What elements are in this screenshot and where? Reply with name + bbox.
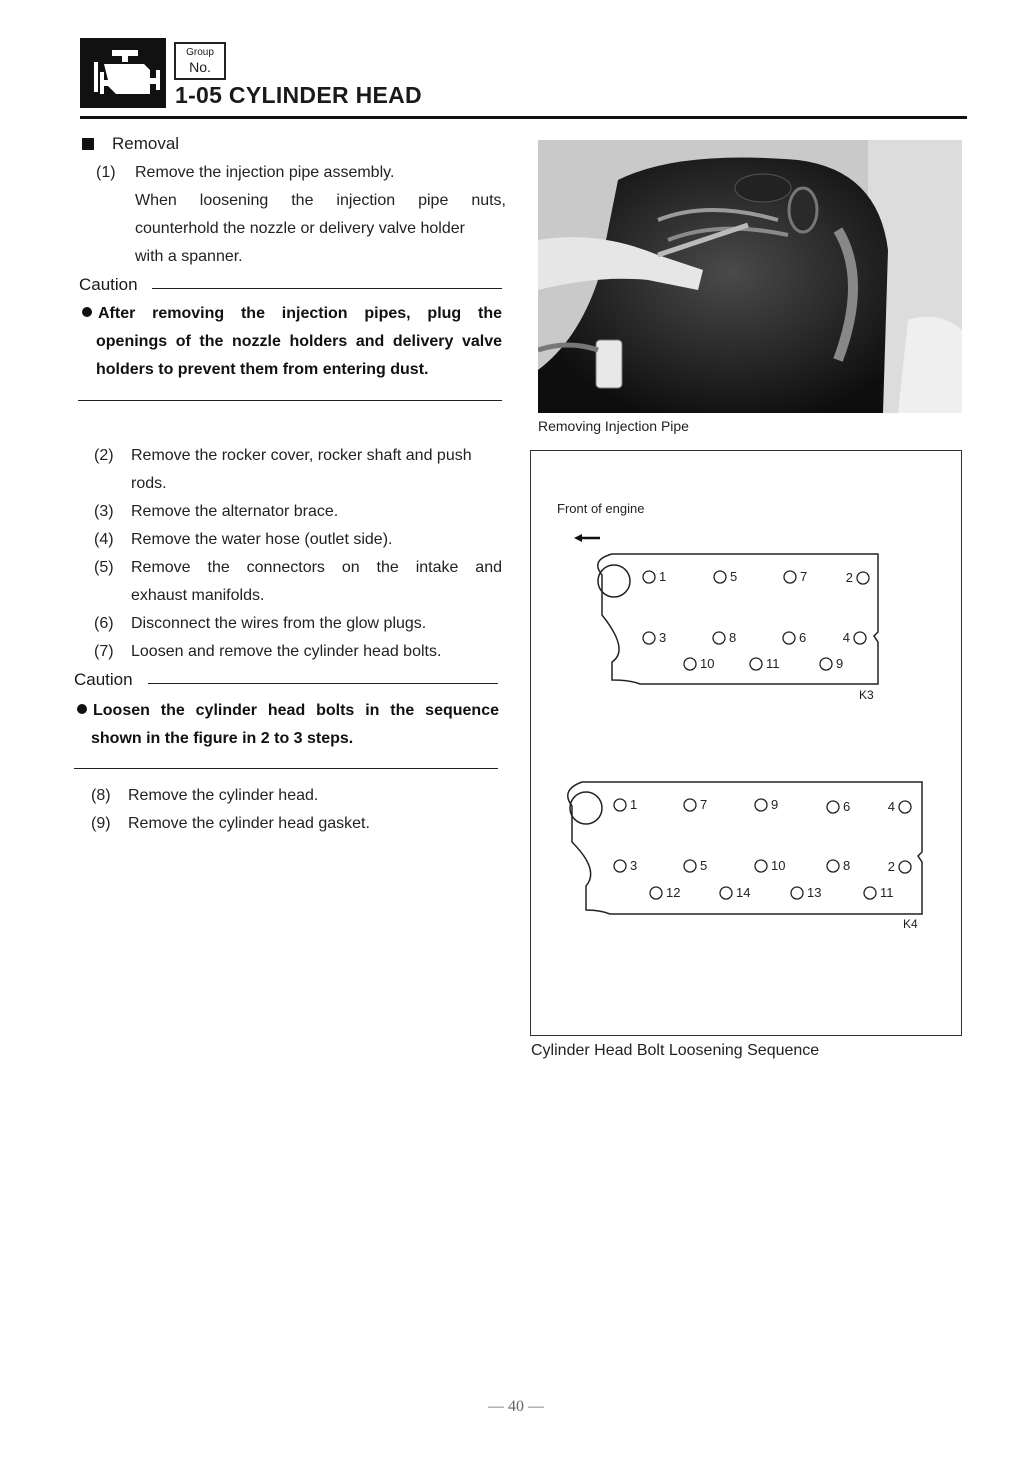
injection-pipe-photo	[538, 140, 962, 413]
k4-label: K4	[903, 917, 918, 931]
step-item	[94, 554, 502, 610]
bolt-circle	[684, 860, 696, 872]
step-item	[91, 810, 499, 838]
bolt-circle	[650, 887, 662, 899]
bolt-number: 7	[800, 569, 808, 584]
step-line: Remove the cylinder head.	[128, 787, 319, 804]
step-line: counterhold the nozzle or delivery valve holder	[135, 220, 465, 237]
bolt-number: 4	[887, 799, 895, 814]
bolt-number: 5	[700, 858, 708, 873]
caution-line: openings of the nozzle holders and delivery valve	[96, 333, 502, 350]
bolt-number: 4	[842, 630, 850, 645]
bolt-circle	[827, 860, 839, 872]
step-line: When loosening the injection pipe nuts,	[135, 192, 506, 209]
bolt-number: 5	[730, 569, 738, 584]
caution-line: Loosen the cylinder head bolts in the sequence	[93, 702, 499, 719]
bolt-number: 10	[700, 656, 715, 671]
caution-rule	[152, 288, 502, 289]
bolt-circle	[783, 632, 795, 644]
bolt-number: 9	[771, 797, 779, 812]
bolt-number: 1	[659, 569, 667, 584]
step-number: (9)	[91, 815, 111, 832]
caution-end-rule	[78, 400, 502, 401]
step-line: exhaust manifolds.	[131, 587, 265, 604]
group-label: Group	[186, 47, 214, 58]
step-number: (4)	[94, 531, 114, 548]
step-number: (2)	[94, 447, 114, 464]
bolt-number: 13	[807, 885, 822, 900]
section-heading	[82, 130, 179, 158]
bolt-circle	[643, 571, 655, 583]
bolt-circle	[614, 799, 626, 811]
step-number: (1)	[96, 164, 116, 181]
step-item	[94, 638, 502, 666]
bolt-circle	[857, 572, 869, 584]
step-item	[94, 442, 502, 498]
step-line: Remove the cylinder head gasket.	[128, 815, 370, 832]
caution-line: holders to prevent them from entering dust.	[96, 361, 429, 378]
step-line: rods.	[131, 475, 167, 492]
caution-line: After removing the injection pipes, plug the	[98, 305, 502, 322]
bolt-circle	[755, 799, 767, 811]
engine-icon	[80, 38, 166, 108]
bolt-number: 8	[729, 630, 737, 645]
square-bullet-icon	[82, 138, 94, 150]
caution-1-body	[82, 300, 502, 384]
bolt-circle	[714, 571, 726, 583]
step-item	[94, 526, 502, 554]
bolt-number: 14	[736, 885, 751, 900]
page-title: 1-05 CYLINDER HEAD	[175, 82, 422, 108]
bolt-circle	[750, 658, 762, 670]
caution-end-rule	[74, 768, 498, 769]
bolt-number: 3	[630, 858, 638, 873]
steps-8-9	[91, 782, 499, 838]
photo-caption: Removing Injection Pipe	[538, 418, 689, 434]
bolt-number: 2	[845, 570, 853, 585]
caution-2-body	[77, 697, 499, 753]
bolt-number: 6	[799, 630, 807, 645]
step-line: with a spanner.	[135, 248, 243, 265]
group-number-box	[174, 42, 226, 80]
step-item	[94, 610, 502, 638]
step-number: (7)	[94, 643, 114, 660]
caution-label: Caution	[79, 275, 138, 294]
step-line: Remove the injection pipe assembly.	[135, 164, 395, 181]
bolt-number: 1	[630, 797, 638, 812]
header-divider	[80, 116, 967, 119]
bolt-circle	[755, 860, 767, 872]
bolt-number: 6	[843, 799, 851, 814]
bolt-number: 11	[766, 656, 780, 671]
bolt-circle	[643, 632, 655, 644]
figure-caption: Cylinder Head Bolt Loosening Sequence	[531, 1042, 820, 1059]
bolt-number: 11	[880, 885, 894, 900]
bolt-circle	[864, 887, 876, 899]
k4-bolts	[614, 797, 911, 900]
caution-label: Caution	[74, 670, 133, 689]
bolt-circle	[854, 632, 866, 644]
step-line: Remove the connectors on the intake and	[131, 559, 502, 576]
bolt-circle	[827, 801, 839, 813]
step-line: Remove the water hose (outlet side).	[131, 531, 393, 548]
page-number: — 40 —	[488, 1398, 544, 1415]
k4-end-circle	[570, 792, 602, 824]
bolt-circle	[899, 861, 911, 873]
bolt-circle	[791, 887, 803, 899]
section-heading-text: Removal	[112, 134, 180, 153]
bolt-number: 7	[700, 797, 708, 812]
step-item	[91, 782, 499, 810]
k3-end-circle	[598, 565, 630, 597]
front-arrow-icon	[574, 534, 600, 542]
bolt-number: 9	[836, 656, 844, 671]
bolt-circle	[713, 632, 725, 644]
front-of-engine-label: Front of engine	[557, 501, 645, 516]
step-line: Remove the rocker cover, rocker shaft and push	[131, 447, 472, 464]
step-number: (6)	[94, 615, 114, 632]
bolt-circle	[684, 658, 696, 670]
step-line: Loosen and remove the cylinder head bolts.	[131, 643, 442, 660]
bolt-sequence-diagram	[530, 450, 962, 1036]
bolt-number: 12	[666, 885, 681, 900]
bolt-circle	[614, 860, 626, 872]
no-label: No.	[189, 59, 211, 75]
bolt-number: 2	[887, 859, 895, 874]
caution-rule	[148, 683, 498, 684]
bolt-circle	[684, 799, 696, 811]
step-number: (3)	[94, 503, 114, 520]
bullet-icon	[77, 704, 87, 714]
bolt-circle	[784, 571, 796, 583]
bolt-circle	[899, 801, 911, 813]
steps-2-7	[94, 442, 502, 666]
step-item	[94, 498, 502, 526]
bolt-number: 3	[659, 630, 667, 645]
step-1	[96, 159, 506, 271]
k3-bolts	[643, 569, 869, 671]
bolt-circle	[820, 658, 832, 670]
bolt-number: 8	[843, 858, 851, 873]
bullet-icon	[82, 307, 92, 317]
bolt-circle	[720, 887, 732, 899]
step-line: Disconnect the wires from the glow plugs.	[131, 615, 427, 632]
step-number: (8)	[91, 787, 111, 804]
step-line: Remove the alternator brace.	[131, 503, 339, 520]
k3-label: K3	[859, 688, 874, 702]
step-number: (5)	[94, 559, 114, 576]
bolt-number: 10	[771, 858, 786, 873]
caution-line: shown in the figure in 2 to 3 steps.	[91, 730, 354, 747]
